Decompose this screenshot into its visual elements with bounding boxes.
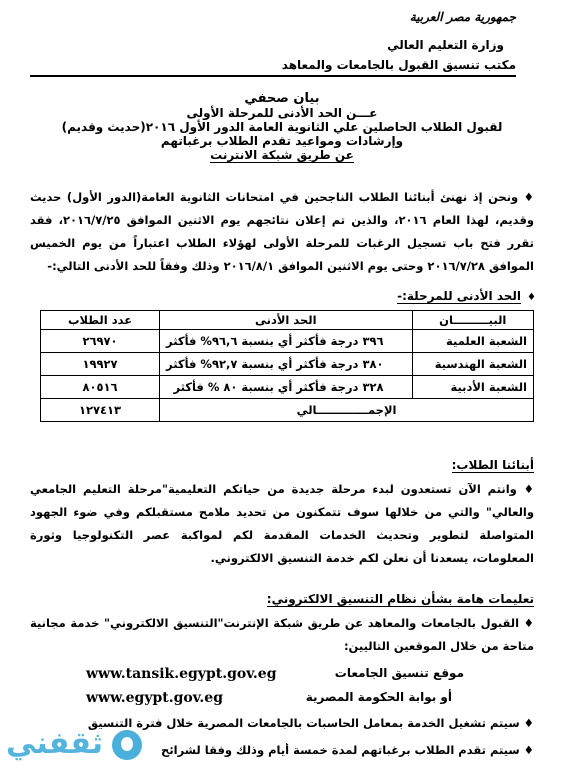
instructions-section-title: تعليمات هامة بشأن نظام التنسيق الالكتروني: xyxy=(266,592,534,606)
students-paragraph: ♦ وانتم الآن تستعدون لبدء مرحلة جديدة من حياتكم التعليمية"مرحلة التعليم الجامعي والعالي" والتي من خلالها سوف تتمكنون من تحديد ملامح مستقبلكم وفي ضوء الجهود المتواصلة لتطوير وتحديث الخدمات المقدمة لكم لمواكبة عصر التكنولوجيا وثورة المعلومات، يسعدنا أن نعلن لكم خدمة التنسيق الالكتروني. xyxy=(30,482,534,565)
diamond-bullet-icon: ♦ xyxy=(527,292,536,303)
table-row xyxy=(41,376,534,399)
ministry-heading: وزارة التعليم العالي xyxy=(387,38,504,52)
republic-heading: جمهورية مصر العربية xyxy=(409,10,516,24)
row-min-score: ٣٨٠ درجة فأكثر أي بنسبة ٩٢,٧% فأكثر xyxy=(160,353,412,376)
row-division: الشعبة الهندسية xyxy=(412,353,533,376)
min-score-heading: ♦الحد الأدنى للمرحلة:- xyxy=(397,289,536,303)
office-heading: مكتب تنسيق القبول بالجامعات والمعاهد xyxy=(281,58,516,72)
col-header-min: الحد الأدنى xyxy=(160,311,412,330)
intro-paragraph: ♦ ونحن إذ نهنئ أبنائنا الطلاب الناجحين في امتحانات الثانوية العامة(الدور الأول) حديث وقديم، لهذا العام ٢٠١٦، والذين تم إعلان نتائجهم يوم الاثنين الموافق ٢٠١٦/٧/٢٥، فقد تقرر فتح باب تسجيل الرغبات للمرحلة الأولى لهؤلاء الطلاب اعتباراً من يوم الخميس الموافق ٢٠١٦/٧/٢٨ وحتى يوم الاثنين الموافق ٢٠١٦/٨/١ وذلك وفقاً للحد الأدنى التالي:- xyxy=(30,190,534,273)
table-header-row xyxy=(41,311,534,330)
table-row xyxy=(41,330,534,353)
site-label: موقع تنسيق الجامعات xyxy=(334,666,464,680)
title-line-5: عن طريق شبكة الانترنت xyxy=(210,148,354,162)
title-line-4: وإرشادات ومواعيد تقدم الطلاب برغباتهم xyxy=(160,134,404,148)
watermark-text: ثقفني xyxy=(6,726,104,761)
total-label: الإجمـــــــــــــالي xyxy=(160,399,534,422)
title-line-1: بيان صحفي xyxy=(244,91,320,106)
header-divider xyxy=(30,75,516,77)
watermark-logo xyxy=(0,718,160,774)
lightbulb-icon xyxy=(112,730,142,760)
row-min-score: ٣٢٨ درجة فأكثر أي بنسبة ٨٠ % فأكثر xyxy=(160,376,412,399)
row-student-count: ٢٦٩٧٠ xyxy=(41,330,160,353)
col-header-statement: البيـــــــــان xyxy=(412,311,533,330)
table-total-row xyxy=(41,399,534,422)
col-header-count: عدد الطلاب xyxy=(41,311,160,330)
title-line-3: لقبول الطلاب الحاصلين علي الثانوية العامة الدور الأول ٢٠١٦(حديث وقديم) xyxy=(61,120,503,134)
site-label: أو بوابة الحكومة المصرية xyxy=(305,690,452,704)
row-division: الشعبة العلمية xyxy=(412,330,533,353)
bullet-line: ♦ سيتم تقدم الطلاب برغباتهم لمدة خمسة أيام وذلك وفقا لشرائح xyxy=(161,743,534,757)
egypt-gov-url-link[interactable]: www.egypt.gov.eg xyxy=(86,690,224,706)
row-student-count: ١٩٩٢٧ xyxy=(41,353,160,376)
min-score-table xyxy=(40,310,534,422)
row-student-count: ٨٠٥١٦ xyxy=(41,376,160,399)
title-line-2: عـــن الحد الأدنى للمرحلة الأولى xyxy=(186,106,378,120)
total-value: ١٢٧٤١٣ xyxy=(41,399,160,422)
tansik-url-link[interactable]: www.tansik.egypt.gov.eg xyxy=(86,666,277,682)
row-min-score: ٣٩٦ درجة فأكثر أي بنسبة ٩٦,٦% فأكثر xyxy=(160,330,412,353)
table-row xyxy=(41,353,534,376)
students-section-title: أبنائنا الطلاب: xyxy=(451,458,534,472)
press-release-title xyxy=(40,92,524,163)
row-division: الشعبة الأدبية xyxy=(412,376,533,399)
instructions-paragraph: ♦ القبول بالجامعات والمعاهد عن طريق شبكة الإنترنت"التنسيق الالكتروني" خدمة مجانية متاحة من خلال الموقعين التاليين: xyxy=(30,616,534,653)
bullet-line: ♦ سيتم تشغيل الخدمة بمعامل الحاسبات بالجامعات المصرية خلال فترة التنسيق xyxy=(87,716,534,730)
